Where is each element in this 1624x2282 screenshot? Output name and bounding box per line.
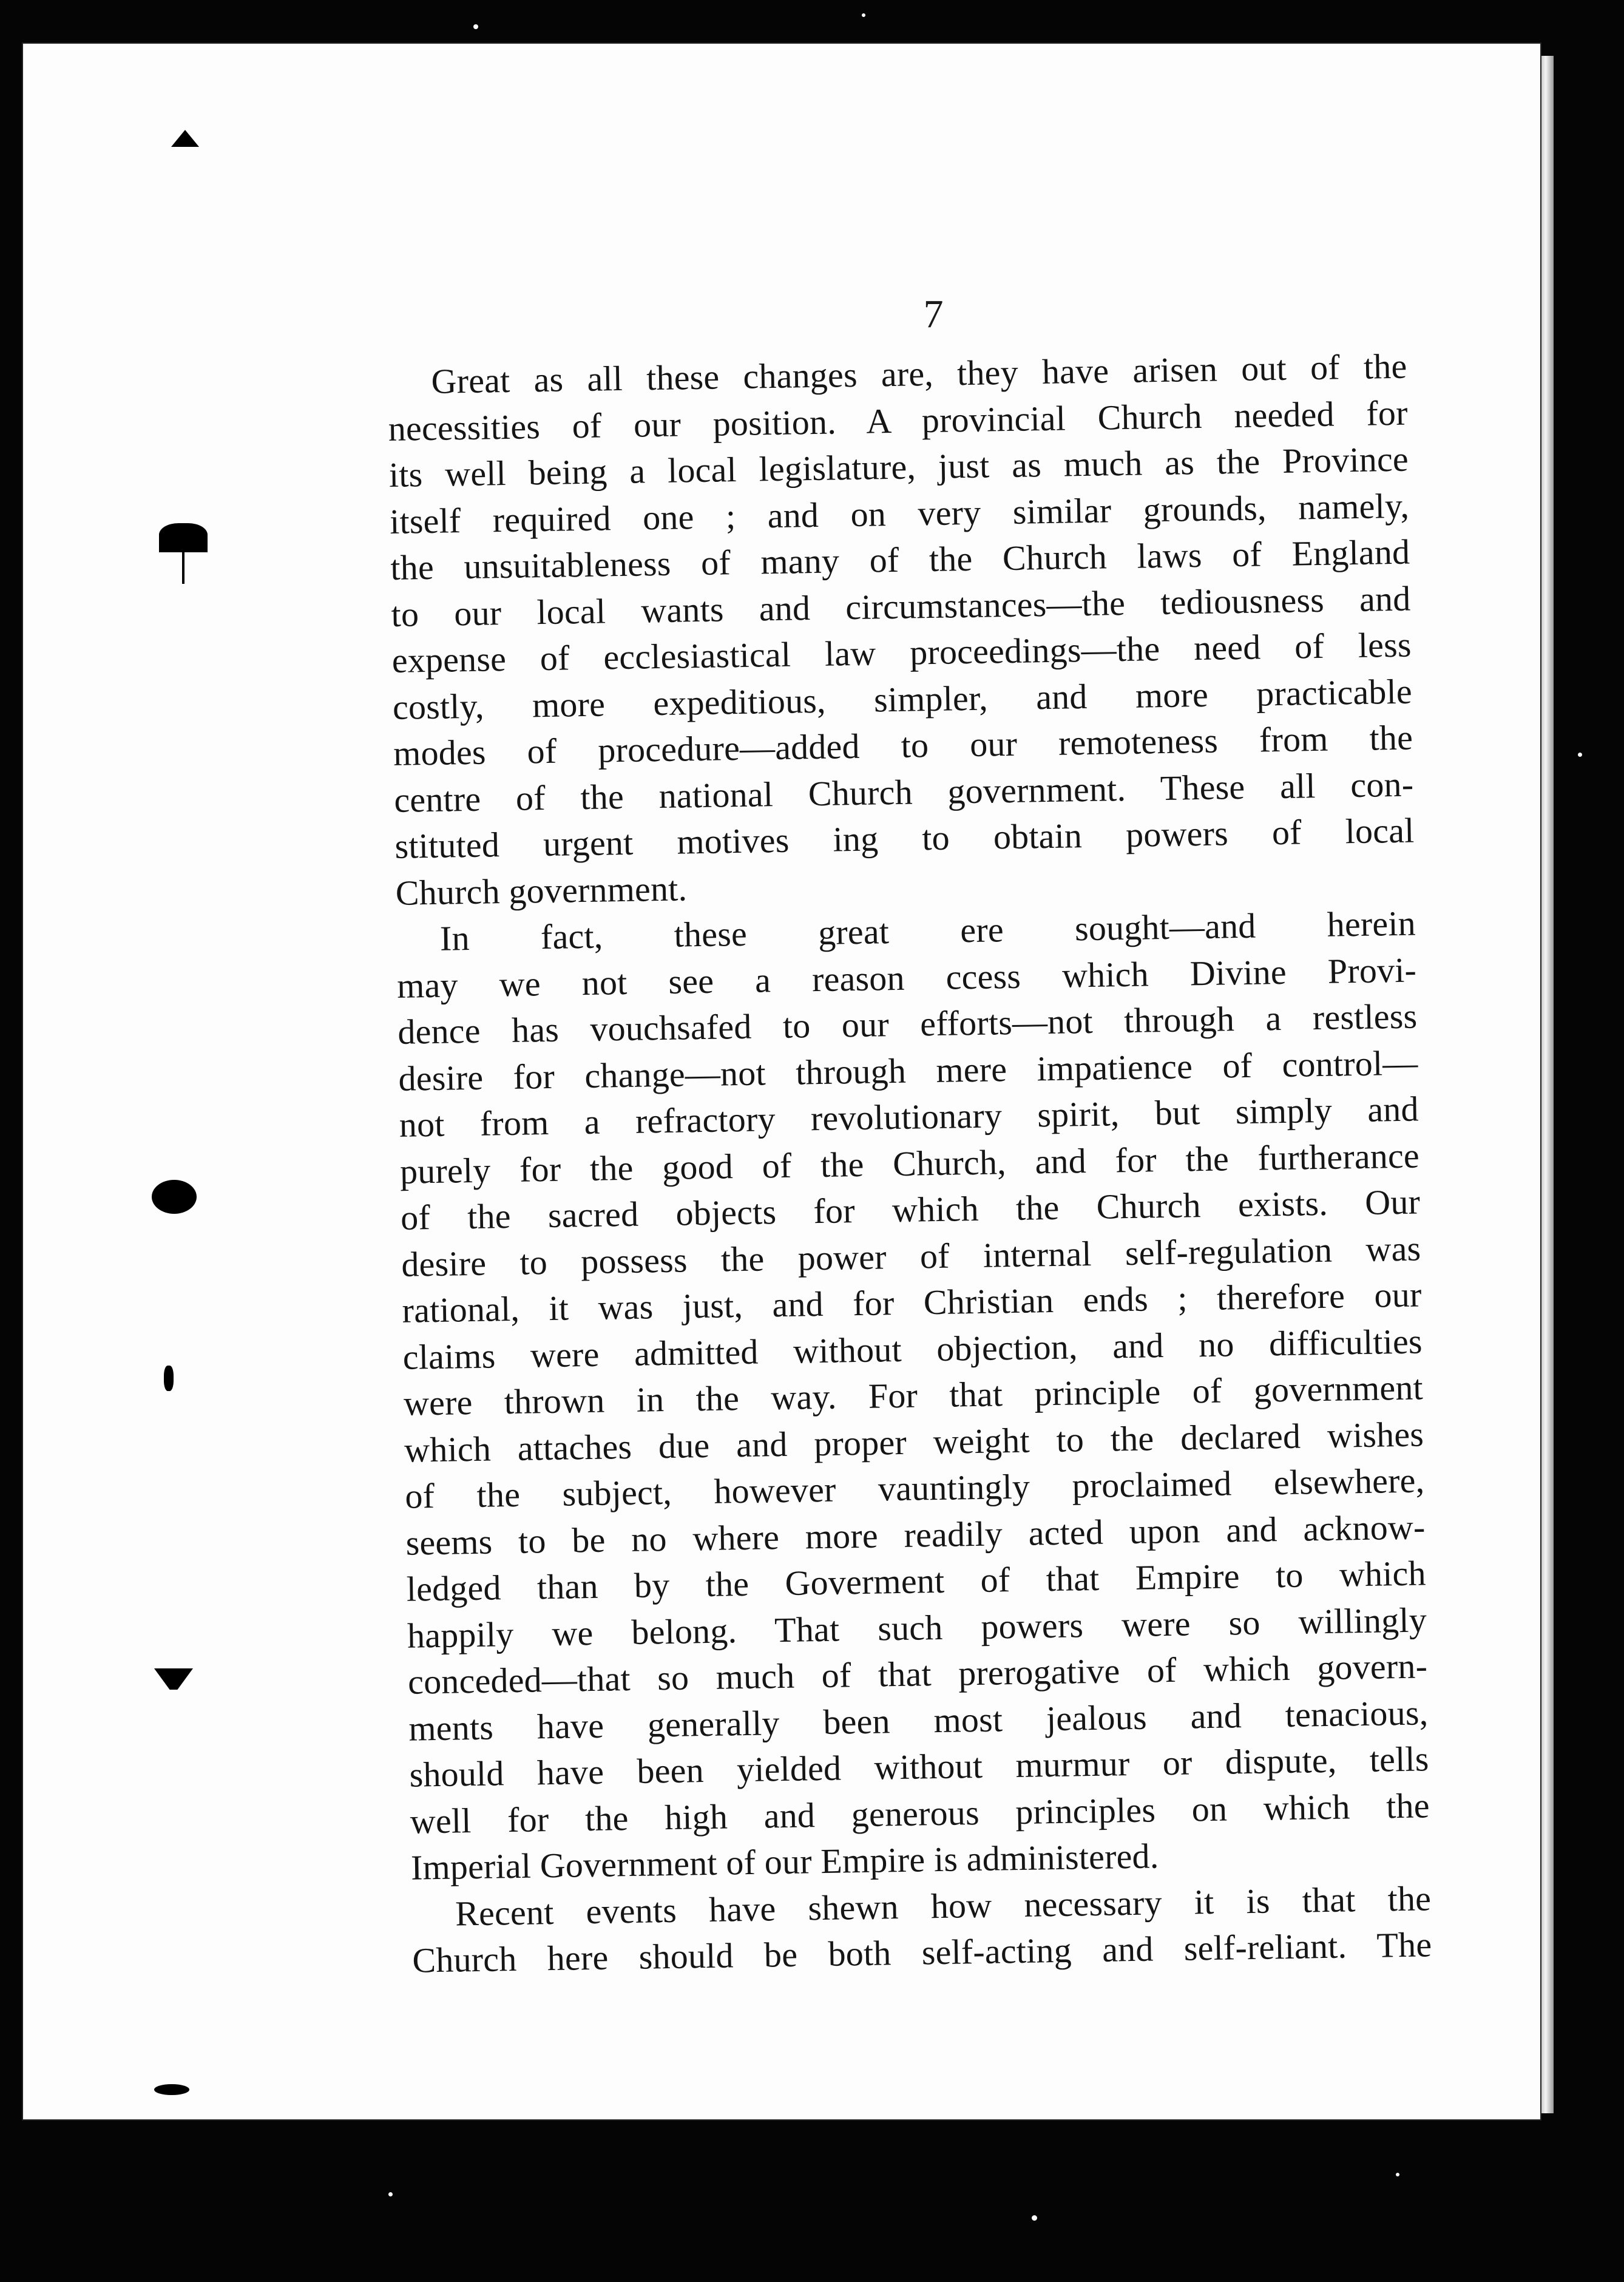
scan-speck — [1578, 753, 1582, 757]
text-line: Church here should be both self-acting and self-reliant. The — [411, 1925, 1432, 1980]
text-line: Great as all these changes are, they have arisen out of the — [431, 346, 1407, 401]
text-line: claims were admitted without objection, and no difficulties — [402, 1321, 1423, 1377]
binding-mark — [182, 546, 184, 584]
text-line: expense of ecclesiastical law proceedings—the need of less — [391, 625, 1412, 680]
text-line: modes of procedure—added to our remoteness from the — [393, 717, 1413, 773]
text-line: necessities of our position. A provincial Church needed for — [388, 393, 1409, 449]
text-line: purely for the good of the Church, and for the furtherance — [399, 1135, 1420, 1191]
scan-speck — [1032, 2215, 1037, 2221]
scan-speck — [1396, 2173, 1399, 2176]
text-line: well for the high and generous principles on which the — [410, 1785, 1430, 1841]
page-edge — [1540, 56, 1554, 2113]
binding-mark — [164, 1366, 174, 1391]
text-line: desire to possess the power of internal self-regulation was — [401, 1228, 1421, 1284]
text-line: stituted urgent motives ing to obtain powers of local — [394, 810, 1415, 866]
text-line: its well being a local legislature, just as much as the Province — [388, 439, 1409, 495]
page-number: 7 — [923, 292, 944, 336]
text-line: In fact, these great ere sought—and herein — [439, 903, 1416, 958]
text-line: Church government. — [395, 868, 688, 913]
scan-speck — [473, 24, 478, 29]
text-line: desire for change—not through mere impatience of control— — [398, 1042, 1418, 1099]
text-line: Imperial Government of our Empire is administered. — [410, 1836, 1159, 1888]
text-line: conceded—that so much of that prerogative of which govern- — [407, 1646, 1428, 1702]
binding-mark — [152, 1180, 197, 1214]
text-line: to our local wants and circumstances—the tediousness and — [391, 578, 1411, 634]
text-line: Recent events have shewn how necessary it is that the — [455, 1878, 1432, 1934]
text-line: which attaches due and proper weight to the declared wishes — [404, 1414, 1424, 1470]
scan-speck — [862, 13, 865, 17]
scan-speck — [388, 2192, 393, 2196]
text-line: should have been yielded without murmur or dispute, tells — [409, 1739, 1429, 1795]
text-line: the unsuitableness of many of the Church laws of England — [390, 532, 1410, 587]
text-line: ments have generally been most jealous and tenacious, — [408, 1692, 1429, 1749]
text-line: were thrown in the way. For that principle of government — [403, 1367, 1424, 1423]
text-line: dence has vouchsafed to our efforts—not through a restless — [397, 996, 1418, 1052]
text-line: rational, it was just, and for Christian ends ; therefore our — [402, 1275, 1422, 1330]
text-line: of the subject, however vauntingly proclaimed elsewhere, — [404, 1460, 1425, 1516]
binding-mark — [154, 2084, 189, 2095]
text-line: ledged than by the Goverment of that Empire to which — [406, 1553, 1427, 1609]
text-line: centre of the national Church government. These all con- — [393, 764, 1414, 820]
text-line: may we not see a reason ccess which Divine Provi- — [396, 949, 1417, 1006]
text-line: happily we belong. That such powers were so willingly — [407, 1599, 1427, 1656]
text-line: itself required one ; and on very similar grounds, namely, — [389, 486, 1410, 541]
text-line: not from a refractory revolutionary spirit, but simply and — [399, 1089, 1419, 1145]
body-text — [387, 344, 1432, 1985]
text-line: seems to be no where more readily acted upon and acknow- — [405, 1506, 1426, 1563]
text-line: costly, more expeditious, simpler, and more practicable — [392, 671, 1413, 727]
document-page — [23, 44, 1540, 2119]
text-line: of the sacred objects for which the Church exists. Our — [400, 1182, 1421, 1237]
